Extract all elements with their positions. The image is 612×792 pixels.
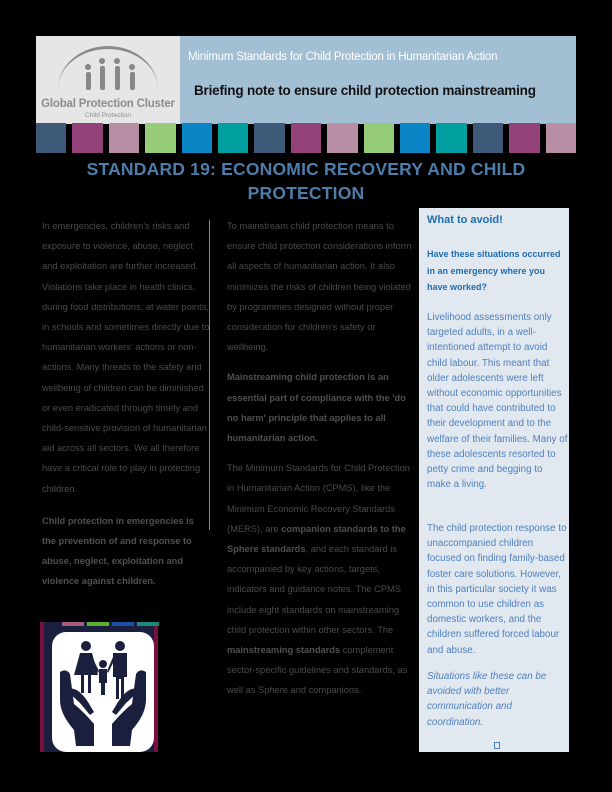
color-swatch xyxy=(546,123,576,153)
briefing-title: Briefing note to ensure child protection mainstreaming xyxy=(194,83,536,98)
title-line-2: PROTECTION xyxy=(247,183,365,203)
color-swatch xyxy=(218,123,248,153)
logo-title: Global Protection Cluster xyxy=(41,98,175,110)
color-swatch xyxy=(364,123,394,153)
family-in-hands-icon xyxy=(40,622,158,752)
title-line-1: STANDARD 19: ECONOMIC RECOVERY AND CHILD xyxy=(86,159,526,179)
family-hands-graphic xyxy=(52,632,154,752)
image-color-bar xyxy=(87,622,109,626)
color-swatch xyxy=(182,123,212,153)
do-no-harm-paragraph: Mainstreaming child protection is an essential part of compliance with the 'do no harm' principle that applies to all humanitarian action. xyxy=(227,372,406,444)
intro-paragraph: In emergencies, children's risks and exposure to violence, abuse, neglect and exploitation are further increased. Violations take place in health clinics, during food distributions, at water points, in schools and sometimes directly due to humanitarian workers' actions or non-actions. Many threats to the safety and wellbeing of children can be diminished or even eradicated through timely and child-sensitive provision of humanitarian aid across all sectors. We all therefore have a critical role to play in protecting children. xyxy=(42,221,210,494)
color-swatch xyxy=(145,123,175,153)
image-color-bar xyxy=(62,622,84,626)
sidebar-question: Have these situations occurred in an emergency where you have worked? xyxy=(427,249,561,292)
column-intro xyxy=(42,216,210,592)
placeholder-glyph-icon xyxy=(494,742,500,749)
case-livelihood: Livelihood assessments only targeted adults, in a well-intentioned attempt to avoid child labour. This meant that older adolescents were left without economic opportunities that could have contributed to their development and to the welfare of their families. Many of these adolescents resorted to petty crime and begging to make a living. xyxy=(427,312,568,491)
color-swatch xyxy=(436,123,466,153)
logo-figures-icon xyxy=(84,56,140,92)
column-divider xyxy=(209,220,210,530)
color-swatch xyxy=(473,123,503,153)
color-swatch xyxy=(109,123,139,153)
page-title xyxy=(36,157,576,205)
mainstream-paragraph: To mainstream child protection means to ensure child protection considerations inform all aspects of humanitarian action. It also minimizes the risks of children being violated by programmes designed without proper consideration for children's safety or wellbeing. xyxy=(227,221,412,353)
definition-paragraph: Child protection in emergencies is the prevention of and response to abuse, neglect, exploitation and violence against children. xyxy=(42,515,194,587)
color-swatch xyxy=(36,123,66,153)
color-swatch xyxy=(509,123,539,153)
color-strip xyxy=(36,123,576,153)
sidebar-title: What to avoid! xyxy=(427,214,503,226)
color-swatch xyxy=(254,123,284,153)
case-foster-care: The child protection response to unaccompanied children focused on finding family-based foster care solutions. However, in this particular society it was common to use children as domestic workers, and the children suffered forced labour and abuse. xyxy=(427,523,567,656)
cpms-paragraph: The Minimum Standards for Child Protection in Humanitarian Action (CPMS), like the Minimum Economic Recovery Standards (MERS), are companion standards to the Sphere standards, and each standard is accompanied by key actions, targets, indicators and guidance notes. The CPMS include eight standards on mainstreaming child protection within other sectors. The mainstreaming standards complement sector-specific guidelines and standards, as well as Sphere and companions. xyxy=(227,463,410,696)
color-swatch xyxy=(400,123,430,153)
color-swatch xyxy=(291,123,321,153)
gpc-logo xyxy=(36,36,180,124)
column-mainstreaming xyxy=(227,216,413,701)
image-color-bar xyxy=(137,622,159,626)
header-banner xyxy=(36,36,576,124)
color-swatch xyxy=(327,123,357,153)
logo-subtitle: Child Protection xyxy=(85,112,131,119)
header-title-box xyxy=(180,36,576,124)
color-swatch xyxy=(72,123,102,153)
mainstreaming-standards-highlight: mainstreaming standards xyxy=(227,645,341,656)
sidebar-conclusion: Situations like these can be avoided with better communication and coordination. xyxy=(427,671,547,728)
image-color-bar xyxy=(112,622,134,626)
header-subtitle: Minimum Standards for Child Protection in Humanitarian Action xyxy=(188,51,498,63)
sphere-companion-highlight: companion standards to the Sphere standards xyxy=(227,523,406,555)
what-to-avoid-sidebar xyxy=(419,208,569,752)
